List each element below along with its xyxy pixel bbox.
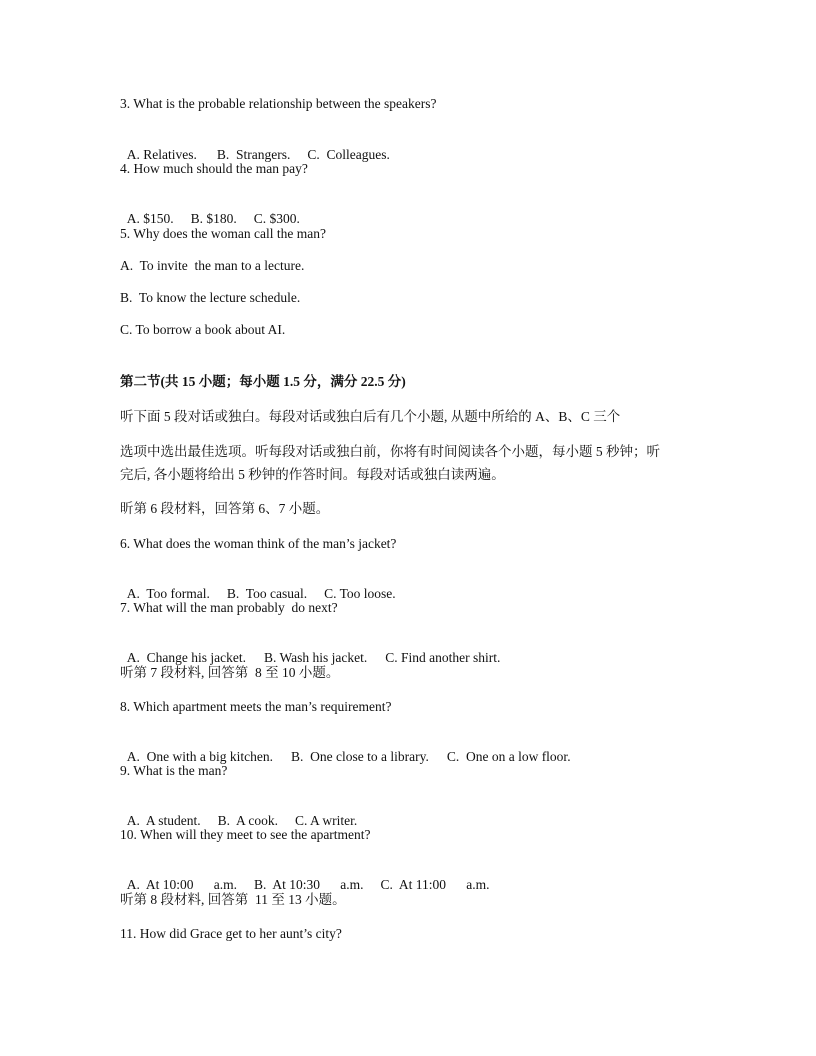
question-5-option-c: C. To borrow a book about AI.	[120, 322, 286, 337]
question-8: 8. Which apartment meets the man’s requirement?	[120, 699, 392, 714]
option-c: C. At 11:00 a.m.	[380, 877, 490, 892]
question-3: 3. What is the probable relationship between the speakers?	[120, 96, 437, 111]
question-6-options	[120, 567, 396, 603]
option-b: B. At 10:30 a.m.	[254, 877, 364, 892]
question-3-options	[120, 128, 390, 164]
option-a: A. $150.	[126, 211, 174, 226]
option-b: B. A cook.	[217, 813, 279, 828]
passage-6-intro: 昕第 6 段材料，回答第 6、7 小题。	[120, 501, 330, 516]
question-5: 5. Why does the woman call the man?	[120, 226, 326, 241]
question-4: 4. How much should the man pay?	[120, 161, 308, 176]
question-5-option-b: B. To know the lecture schedule.	[120, 290, 301, 305]
option-a: A. A student.	[126, 813, 201, 828]
question-10: 10. When will they meet to see the apartment?	[120, 827, 371, 842]
section-heading: 第二节(共 15 小题；每小题 1.5 分，满分 22.5 分)	[120, 374, 406, 389]
question-10-options	[120, 858, 490, 894]
option-b: B. One close to a library.	[290, 749, 429, 764]
question-11: 11. How did Grace get to her aunt’s city?	[120, 926, 342, 941]
option-a: A. Relatives.	[126, 147, 197, 162]
option-b: B. Wash his jacket.	[263, 650, 368, 665]
option-a: A. Change his jacket.	[126, 650, 246, 665]
question-5-option-a: A. To invite the man to a lecture.	[120, 258, 305, 273]
question-4-options	[120, 192, 300, 228]
passage-8-intro: 听第 8 段材料, 回答第 11 至 13 小题。	[120, 892, 346, 907]
option-a: A. Too formal.	[126, 586, 210, 601]
question-8-options	[120, 730, 571, 766]
question-9: 9. What is the man?	[120, 763, 228, 778]
question-7: 7. What will the man probably do next?	[120, 600, 338, 615]
option-c: C. One on a low floor.	[446, 749, 571, 764]
option-a: A. At 10:00 a.m.	[126, 877, 237, 892]
option-b: B. Too casual.	[226, 586, 308, 601]
section-instructions-3: 完后, 各小题将给出 5 秒钟的作答时间。每段对话或独白读两遍。	[120, 467, 505, 482]
option-c: C. $300.	[253, 211, 300, 226]
question-6: 6. What does the woman think of the man’s jacket?	[120, 536, 397, 551]
section-instructions-1: 听下面 5 段对话或独白。每段对话或独白后有几个小题, 从题中所给的 A、B、C 三个	[120, 409, 621, 424]
option-b: B. $180.	[190, 211, 237, 226]
option-c: C. Colleagues.	[307, 147, 390, 162]
option-b: B. Strangers.	[216, 147, 291, 162]
option-c: C. Find another shirt.	[385, 650, 501, 665]
question-7-options	[120, 631, 500, 667]
option-a: A. One with a big kitchen.	[126, 749, 273, 764]
passage-7-intro: 听第 7 段材料, 回答第 8 至 10 小题。	[120, 665, 340, 680]
question-9-options	[120, 794, 357, 830]
option-c: C. Too loose.	[324, 586, 396, 601]
option-c: C. A writer.	[295, 813, 358, 828]
section-instructions-2: 选项中选出最佳选项。听每段对话或独白前，你将有时间阅读各个小题，每小题 5 秒钟；听	[120, 444, 660, 459]
